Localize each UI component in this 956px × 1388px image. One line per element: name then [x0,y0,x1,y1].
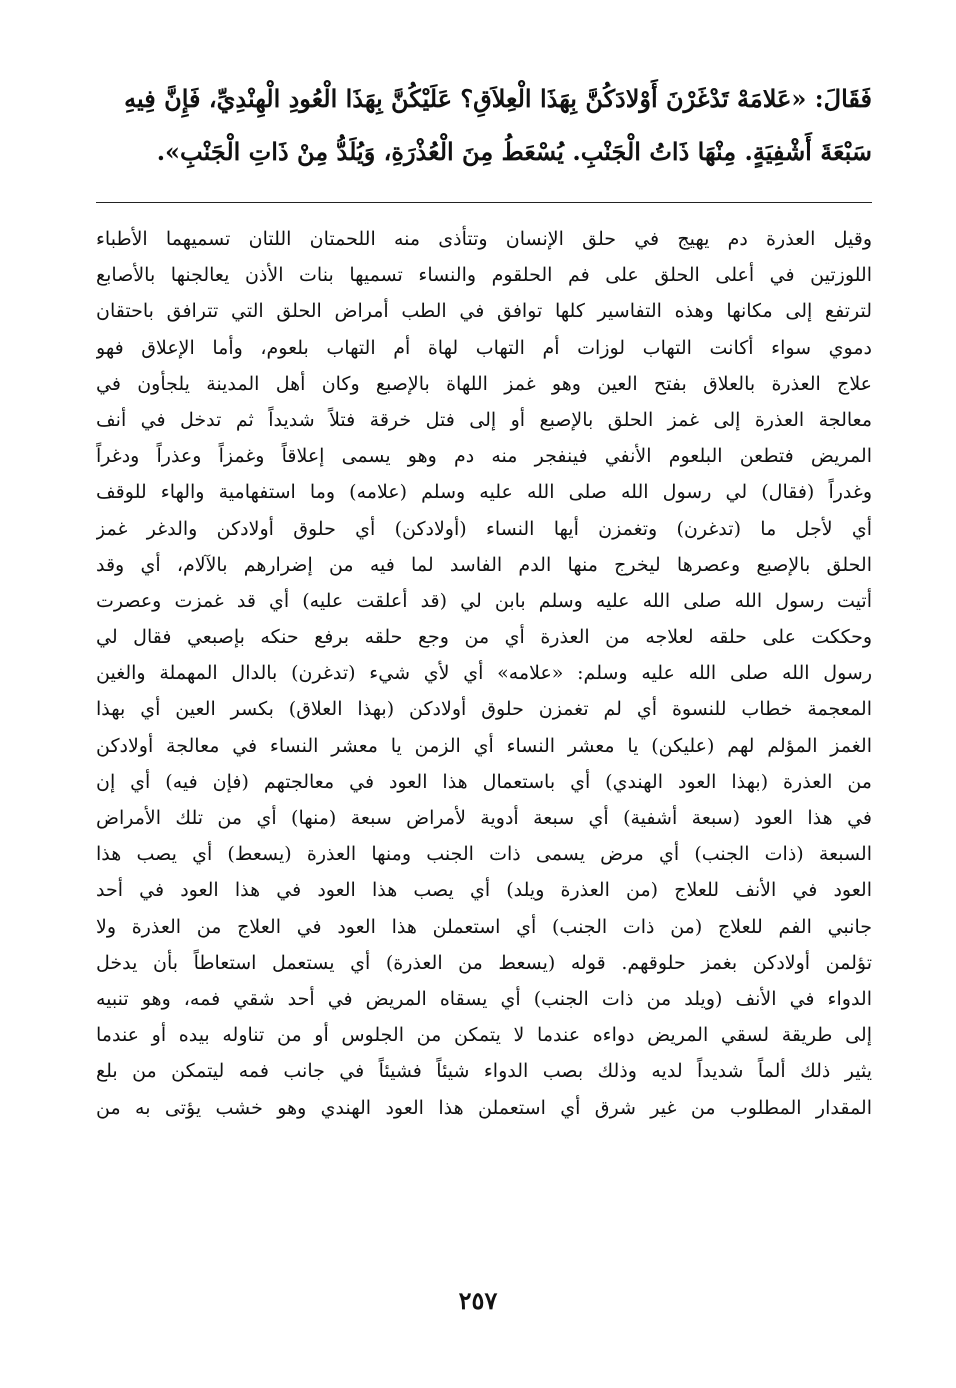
commentary-line: السبعة (ذات الجنب) أي مرض يسمى ذات الجنب ومنها العذرة (يسعط) أي يصب هذا [96,843,872,866]
commentary-line: الحلق بالإصبع وعصرها ليخرج منها الدم الفاسد لما فيه من إضرارهم بالآلام، أي وقد [96,553,872,576]
commentary-line: دموي سواء أكانت التهاب لوزات أم التهاب لهاة أم التهاب بلعوم، وأما الإعلاق فهو [96,336,872,359]
commentary-line: جانبي الفم للعلاج (من ذات الجنب) أي استعملن هذا العود في العلاج من العذرة ولا [96,915,872,938]
commentary-line: في هذا العود (سبعة أشفية) أي سبعة أدوية لأمراض سبعة (منها) أي من تلك الأمراض [96,807,872,829]
commentary-line: معالجة العذرة إلى غمز الحلق بالإصبع أو إلى فتل خرقة فتلاً شديداً ثم تدخل في أنف [96,408,872,431]
commentary-line: أي لأجل ما (تدغرن) وتغمزن أيها النساء (أولادكن) أي حلوق أولادكن والدغر غمز [96,517,872,540]
commentary-line: تؤلمن أولادكن بغمز حلوقهم. قوله (يسعط من العذرة) أي يستعمل استعاطاً بأن يدخل [96,951,872,974]
commentary-line: المريض فتطعن البلعوم الأنفي فينفجر منه دم وهو يسمى إعلاقاً وغمزاً وعذراً ودغراً [96,445,872,468]
commentary-line: الدواء في الأنف (ويلد من ذات الجنب) أي يسقاه المريض في أحد شقي فمه، وهو تنبيه [96,987,872,1010]
commentary-line: اللوزتين في أعلى الحلق على فم الحلقوم والنساء تسميها بنات الأذن يعالجنها بالأصابع [96,264,872,287]
commentary-line: يثير ذلك ألماً شديداً لديه وذلك بصب الدواء شيئاً فشيئاً في جانب فمه ليتمكن من بلع [96,1060,872,1083]
commentary-line: من العذرة (بهذا العود الهندي) أي باستعمال هذا العود في معالجتهم (فإن فيه) أي إن [96,770,872,793]
commentary-line: العود في الأنف للعلاج (من العذرة ويلد) أي يصب هذا العود في هذا العود في أحد [96,879,872,902]
commentary-line: إلى طريقة لسقي المريض دواءه عندما لا يتمكن من الجلوس أو من تناوله بيده أو عندما [96,1024,872,1047]
commentary-line: رسول الله صلى الله عليه وسلم: «علامه» أي لأي شيء (تدغرن) بالدال المهملة والغين [96,662,872,685]
hadith-line-2: سَبْعَةَ أَشْفِيَةٍ. مِنْهَا ذَاتُ الْجَنْبِ. يُسْعَطُ مِنَ الْعُذْرَةِ، وَيُلَدُّ مِنْ ذَاتِ الْجَنْبِ». [156,137,872,166]
commentary-line: أتيت رسول الله صلى الله عليه وسلم بابن لي (قد أعلقت عليه) أي قد غمزت وعصرت [96,589,872,612]
page-content [96,66,872,1126]
commentary-line: وقيل العذرة دم يهيج في حلق الإنسان وتتأذى منه اللحمتان اللتان تسميهما الأطباء [96,228,872,250]
commentary-line: الغمز المؤلم لهم (عليكن) يا معشر النساء أي الزمن يا معشر النساء في معالجة أولادكن [96,734,872,757]
commentary-line: لترتفع إلى مكانها وهذه التفاسير كلها توافق في الطب أمراض الحلق التي تترافق باحتقان [96,300,872,323]
page-number: ٢٥٧ [458,1286,498,1315]
commentary-line: المقدار المطلوب من غير شرق أي استعملن هذا العود الهندي وهو خشب يؤتى به من [96,1096,872,1119]
commentary-text [96,221,872,1126]
commentary-line: المعجمة خطاب للنسوة أي لم تغمزن حلوق أولادكن (بهذا العلاق) بكسر العين أي بهذا [96,698,872,721]
hadith-text [96,66,872,178]
commentary-line: وحككت على حلقه لعلاجه من العذرة أي من وجع حلقه برفع حنكه بإصبعي فقال لي [96,626,872,649]
section-divider [96,202,872,203]
hadith-line-1: فَقَالَ: «عَلامَهْ تَدْغَرْنَ أَوْلادَكُنَّ بِهَذَا الْعِلاَقِ؟ عَلَيْكُنَّ بِهَذَا الْعُودِ الْهِنْدِيِّ، فَإِنَّ فِيهِ [124,84,872,113]
commentary-line: وغدراً (فقال) لي رسول الله صلى الله عليه وسلم (علامه) وما استفهامية والهاء للوقف [96,481,872,504]
commentary-line: علاج العذرة بالعلاق بفتح العين وهو غمز اللهاة بالإصبع وكان أهل المدينة يلجأون في [96,372,872,395]
